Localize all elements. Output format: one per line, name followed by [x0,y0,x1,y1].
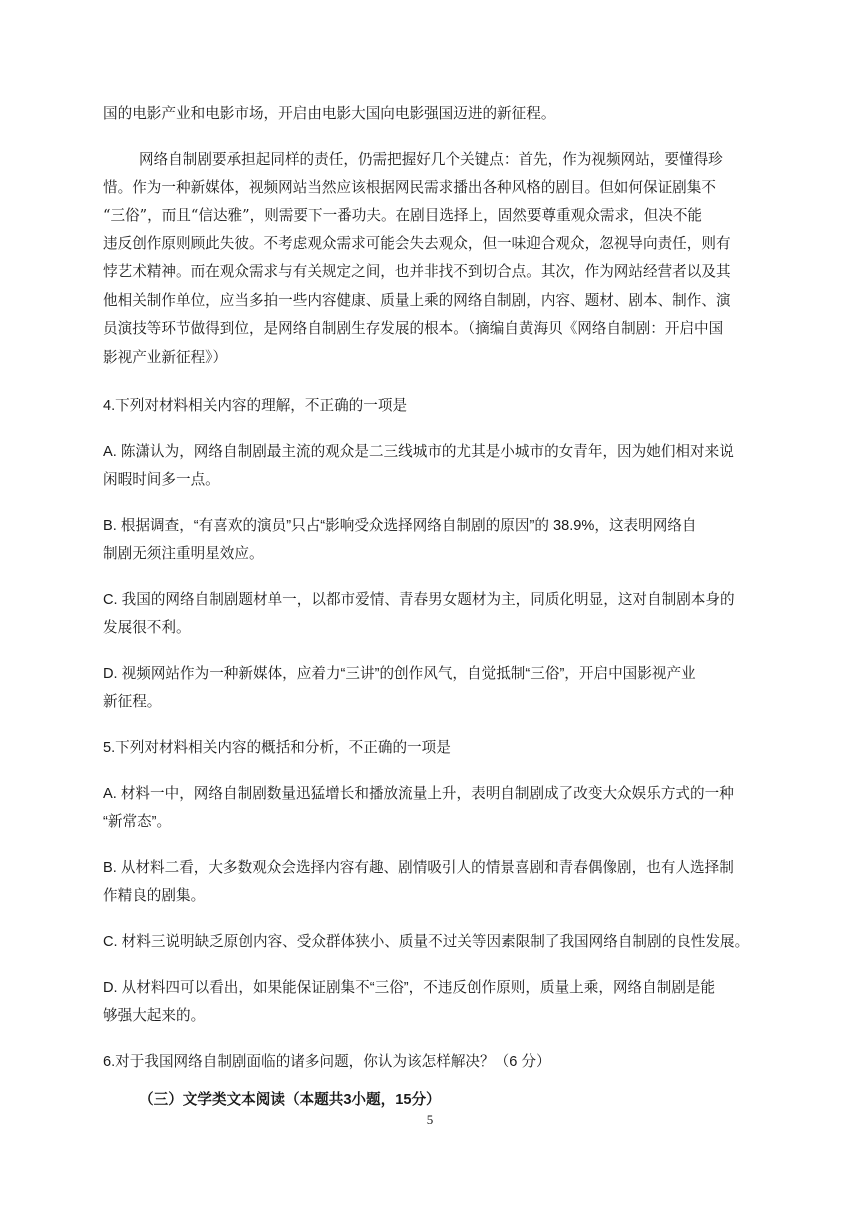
passage-line-4: “三俗”，而且“信达雅”，则需要下一番功夫。在剧目选择上，固然要尊重观众需求，但决不能 [103,207,703,224]
question-4-option-b-line-1: B. 根据调查，“有喜欢的演员”只占“影响受众选择网络自制剧的原因”的 38.9%，这表明网络自 [103,518,697,534]
passage-line-6: 悖艺术精神。而在观众需求与有关规定之间，也并非找不到切合点。其次，作为网站经营者以及其 [103,263,731,280]
question-4-option-c-line-2: 发展很不利。 [103,620,191,636]
question-6-stem: 6.对于我国网络自制剧面临的诸多问题，你认为该怎样解决？（6 分） [103,1054,551,1070]
section-3-heading: （三）文学类文本阅读（本题共3小题，15分） [139,1092,441,1108]
page-number: 5 [426,1112,434,1127]
passage-line-3: 惜。作为一种新媒体，视频网站当然应该根据网民需求播出各种风格的剧目。但如何保证剧集不 [103,179,716,196]
question-4-option-a-line-2: 闲暇时间多一点。 [103,472,220,488]
question-4-option-d-line-1: D. 视频网站作为一种新媒体，应着力“三讲”的创作风气，自觉抵制“三俗”，开启中国影视产业 [103,666,696,682]
question-4-option-b-line-2: 制剧无须注重明星效应。 [103,546,264,562]
passage-line-7: 他相关制作单位，应当多拍一些内容健康、质量上乘的网络自制剧，内容、题材、剧本、制作、演 [103,292,731,309]
question-4-option-c-line-1: C. 我国的网络自制剧题材单一，以都市爱情、青春男女题材为主，同质化明显，这对自制剧本身的 [103,592,735,608]
question-5-option-b-line-2: 作精良的剧集。 [103,888,206,904]
question-5-option-b-line-1: B. 从材料二看，大多数观众会选择内容有趣、剧情吸引人的情景喜剧和青春偶像剧，也有人选择制 [103,860,734,876]
question-5-option-d-line-1: D. 从材料四可以看出，如果能保证剧集不“三俗”，不违反创作原则，质量上乘，网络自制剧是能 [103,980,716,996]
question-5-option-a-line-1: A. 材料一中，网络自制剧数量迅猛增长和播放流量上升，表明自制剧成了改变大众娱乐方式的一种 [103,786,734,802]
question-4-option-a-line-1: A. 陈潇认为，网络自制剧最主流的观众是二三线城市的尤其是小城市的女青年，因为她们相对来说 [103,444,734,460]
question-5-stem: 5.下列对材料相关内容的概括和分析，不正确的一项是 [103,740,451,756]
question-5-option-a-line-2: “新常态”。 [103,814,172,830]
passage-line-5: 违反创作原则顾此失彼。不考虑观众需求可能会失去观众，但一味迎合观众，忽视导向责任，则有 [103,235,731,252]
question-4-option-d-line-2: 新征程。 [103,694,162,710]
question-5-option-c-line-1: C. 材料三说明缺乏原创内容、受众群体狭小、质量不过关等因素限制了我国网络自制剧的良性发展。 [103,934,750,950]
question-4-stem: 4.下列对材料相关内容的理解，不正确的一项是 [103,398,408,414]
question-5-option-d-line-2: 够强大起来的。 [103,1008,206,1024]
passage-line-9: 影视产业新征程》） [103,349,228,366]
passage-line-2: 网络自制剧要承担起同样的责任，仍需把握好几个关键点：首先，作为视频网站，要懂得珍 [139,151,723,168]
passage-line-1: 国的电影产业和电影市场，开启由电影大国向电影强国迈进的新征程。 [103,105,556,122]
passage-line-8: 员演技等环节做得到位，是网络自制剧生存发展的根本。（摘编自黄海贝《网络自制剧：开启中国 [103,320,724,337]
